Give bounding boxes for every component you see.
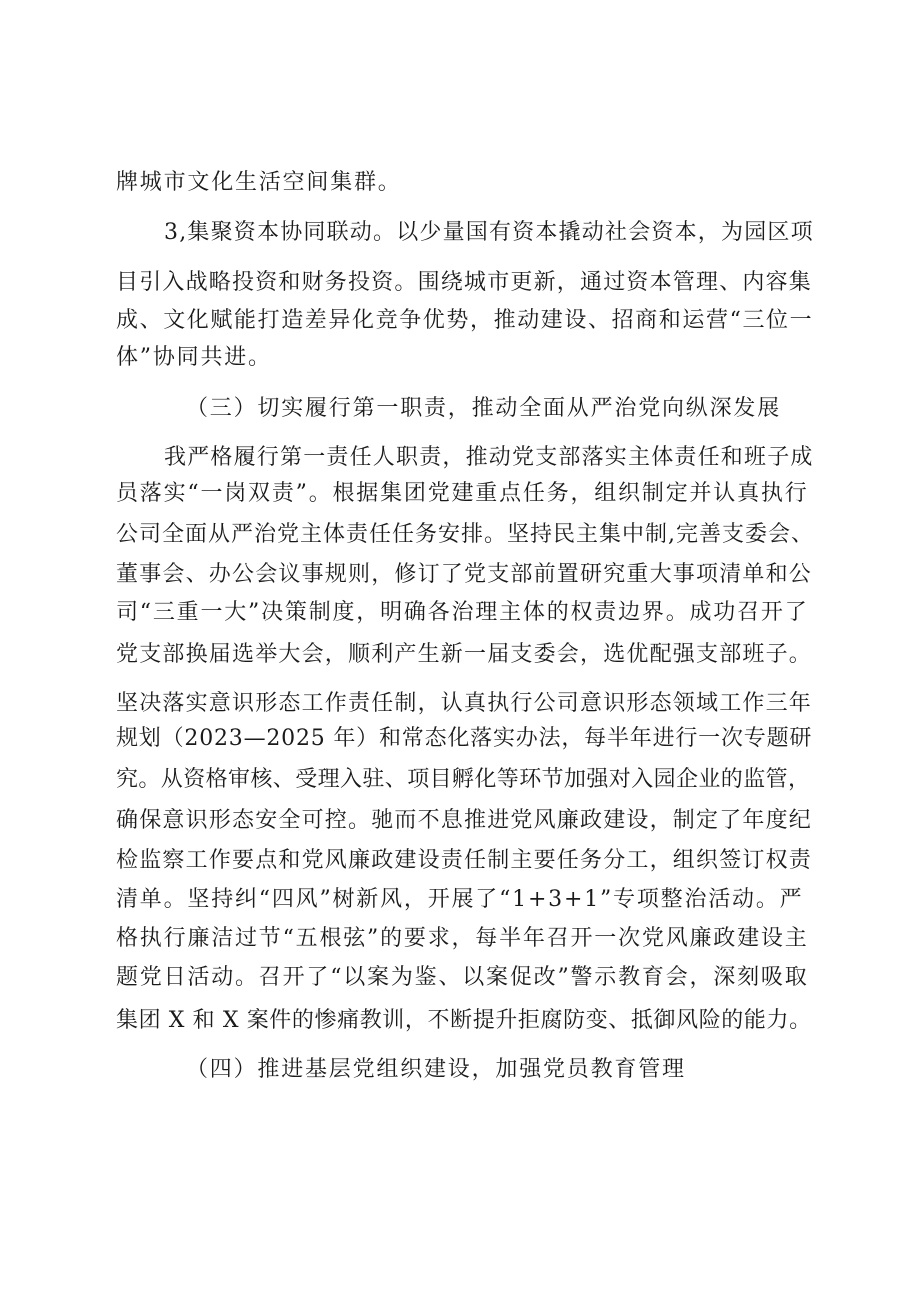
section-heading-4: （四）推进基层党组织建设，加强党员教育管理 <box>186 1057 686 1082</box>
paragraph-line-19: 题党日活动。召开了“以案为鉴、以案促改”警示教育会，深刻吸取 <box>116 965 809 990</box>
paragraph-line-7: 员落实“一岗双责”。根据集团党建重点任务，组织制定并认真执行 <box>116 481 809 506</box>
section-heading-3: （三）切实履行第一职责，推动全面从严治党向纵深发展 <box>186 396 782 421</box>
paragraph-line-14: 究。从资格审核、受理入驻、项目孵化等环节加强对入园企业的监管， <box>116 767 811 792</box>
paragraph-line-11: 党支部换届选举大会，顺利产生新一届支委会，选优配强支部班子。 <box>116 642 813 667</box>
paragraph-line-16: 检监察工作要点和党风廉政建设责任制主要任务分工，组织签订权责 <box>116 848 813 873</box>
paragraph-line-2: 3,集聚资本协同联动。以少量国有资本撬动社会资本，为园区项 <box>164 220 814 245</box>
paragraph-line-20: 集团 X 和 X 案件的惨痛教训，不断提升拒腐防变、抵御风险的能力。 <box>116 1008 812 1033</box>
paragraph-line-15: 确保意识形态安全可控。驰而不息推进党风廉政建设，制定了年度纪 <box>116 808 813 833</box>
paragraph-line-5: 体”协同共进。 <box>116 345 272 370</box>
paragraph-line-13: 规划（2023—2025 年）和常态化落实办法，每半年进行一次专题研 <box>116 726 813 751</box>
paragraph-line-1: 牌城市文化生活空间集群。 <box>116 170 402 195</box>
paragraph-line-6: 我严格履行第一责任人职责，推动党支部落实主体责任和班子成 <box>164 445 814 470</box>
paragraph-line-8: 公司全面从严治党主体责任任务安排。坚持民主集中制,完善支委会、 <box>116 522 814 547</box>
paragraph-line-4: 成、文化赋能打造差异化竞争优势，推动建设、招商和运营“三位一 <box>116 308 814 333</box>
paragraph-line-18: 格执行廉洁过节“五根弦”的要求，每半年召开一次党风廉政建设主 <box>116 926 809 951</box>
paragraph-line-12: 坚决落实意识形态工作责任制，认真执行公司意识形态领域工作三年 <box>116 691 813 716</box>
paragraph-line-10: 司“三重一大”决策制度，明确各治理主体的权责边界。成功召开了 <box>116 600 809 625</box>
paragraph-line-17: 清单。坚持纠“四风”树新风，开展了“1+3+1”专项整治活动。严 <box>116 887 804 912</box>
paragraph-line-9: 董事会、办公会议事规则，修订了党支部前置研究重大事项清单和公 <box>116 562 813 587</box>
paragraph-line-3: 目引入战略投资和财务投资。围绕城市更新，通过资本管理、内容集 <box>116 270 813 295</box>
